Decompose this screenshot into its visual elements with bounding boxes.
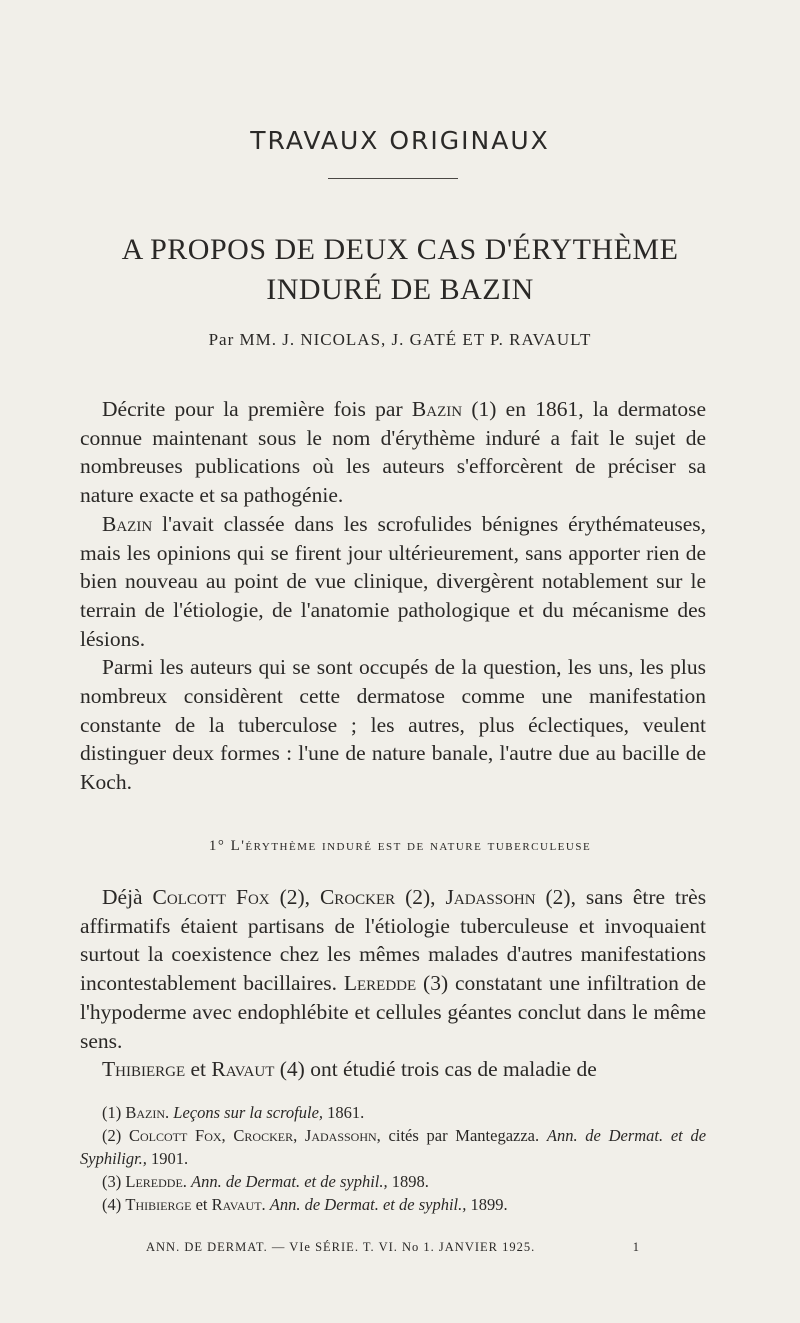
page-footer bbox=[146, 1240, 640, 1255]
p5-author-ravaut: Ravaut bbox=[211, 1057, 275, 1082]
p1-author-bazin: Bazin bbox=[411, 397, 463, 421]
p5-author-thibierge: Thibierge bbox=[102, 1057, 186, 1082]
p4-text-a: Déjà bbox=[102, 885, 143, 909]
p4-author-fox: Colcott Fox bbox=[152, 885, 270, 909]
p5-text-b: (4) ont étudié trois cas de maladie de bbox=[279, 1057, 597, 1082]
footnote-1-author: Bazin. bbox=[125, 1103, 170, 1122]
footnote-4-year: 1899. bbox=[470, 1195, 508, 1214]
paragraph-1 bbox=[80, 395, 706, 510]
p2-author-bazin: Bazin bbox=[102, 511, 153, 536]
byline bbox=[0, 330, 800, 350]
paragraph-3: Parmi les auteurs qui se sont occupés de la question, les uns, les plus nombreux considèrent cette dermatose comme une manifestation constante de la tuberculose ; les autres, plus éclectiques, veulent distinguer deux formes : l'une de nature banale, l'autre due au bacille de Koch. bbox=[80, 655, 706, 795]
footnote-3-author: Leredde. bbox=[125, 1172, 187, 1191]
footnote-1-number: (1) bbox=[102, 1103, 122, 1122]
paragraph-4 bbox=[80, 883, 706, 1055]
footnote-4-work: Ann. de Dermat. et de syphil., bbox=[269, 1195, 467, 1214]
footnote-2-work: Ann. de Dermat. et de Syphiligr., bbox=[80, 1126, 707, 1168]
footnote-1 bbox=[80, 1101, 706, 1124]
footnote-1-year: 1861. bbox=[327, 1103, 365, 1122]
footnote-3-year: 1898. bbox=[391, 1172, 429, 1191]
byline-prefix: Par MM. bbox=[208, 330, 277, 349]
subheading-text: L'érythème induré est de nature tuberculeuse bbox=[230, 838, 592, 854]
intro-text bbox=[80, 395, 706, 797]
paragraph-2 bbox=[80, 510, 706, 654]
p4-author-crocker: Crocker bbox=[319, 885, 396, 909]
p2-text: l'avait classée dans les scrofulides bénignes érythémateuses, mais les opinions qui se firent jour ultérieurement, sans apporter rien de bien nouveau au point de vue clinique, divergèrent notablement sur le terrain de l'étiologie, de l'anatomie pathologique et du mécanisme des lésions. bbox=[80, 511, 707, 651]
p4-author-jadassohn: Jadassohn bbox=[445, 885, 536, 909]
footnote-4 bbox=[80, 1193, 706, 1216]
footnote-2-year: 1901. bbox=[151, 1149, 189, 1168]
p4-text-c: (2), bbox=[405, 885, 436, 909]
footnote-4-number: (4) bbox=[102, 1195, 122, 1214]
p5-text-a: et bbox=[190, 1057, 207, 1082]
byline-authors: J. NICOLAS, J. GATÉ ET P. RAVAULT bbox=[282, 330, 592, 349]
p1-text-a: Décrite pour la première fois par bbox=[102, 397, 403, 421]
footnotes bbox=[80, 1101, 706, 1216]
footnote-4-author: Thibierge bbox=[125, 1195, 192, 1214]
title-line-2: INDURÉ DE BAZIN bbox=[266, 273, 534, 306]
heading-rule bbox=[328, 178, 458, 179]
p1-text-b: (1) en 1861, la dermatose connue maintenant sous le nom d'érythème induré a fait le sujet de nombreuses publications où les auteurs s'efforcèrent de préciser sa nature exacte et sa pathogénie. bbox=[80, 397, 706, 508]
section-heading: TRAVAUX ORIGINAUX bbox=[250, 126, 550, 155]
footnote-3-number: (3) bbox=[102, 1172, 122, 1191]
footnote-2-authors: Colcott Fox, Crocker, Jadassohn, bbox=[128, 1126, 381, 1145]
footnote-4-and: et bbox=[195, 1195, 208, 1214]
subheading bbox=[0, 838, 800, 855]
p4-text-e: (3) constatant une infiltration de l'hypoderme avec endophlébite et cellules géantes conclut dans le même sens. bbox=[80, 971, 707, 1053]
article-title bbox=[0, 230, 800, 310]
footnote-2-number: (2) bbox=[102, 1126, 122, 1145]
footnote-3-work: Ann. de Dermat. et de syphil., bbox=[191, 1172, 388, 1191]
subheading-number: 1° bbox=[208, 838, 226, 854]
journal-reference: ANN. DE DERMAT. — VIe SÉRIE. T. VI. No 1. JANVIER 1925. bbox=[146, 1240, 536, 1254]
p4-text-b: (2), bbox=[279, 885, 311, 909]
footnote-2-cited: cités par Mantegazza. bbox=[388, 1126, 540, 1145]
footnote-2 bbox=[80, 1124, 706, 1170]
title-line-1: A PROPOS DE DEUX CAS D'ÉRYTHÈME bbox=[121, 233, 679, 266]
page-number: 1 bbox=[632, 1240, 640, 1254]
section-1-text bbox=[80, 883, 706, 1084]
paragraph-5 bbox=[80, 1055, 706, 1084]
p4-author-leredde: Leredde bbox=[343, 971, 417, 996]
footnote-3 bbox=[80, 1170, 706, 1193]
p4-text-d: (2), sans être très affirmatifs étaient partisans de l'étiologie tuberculeuse et invoquaient surtout la coexistence chez les mêmes malades d'autres manifestations incontestablement bacillaires. bbox=[80, 885, 707, 996]
footnote-4-author-2: Ravaut. bbox=[211, 1195, 266, 1214]
footnote-1-work: Leçons sur la scrofule, bbox=[173, 1103, 324, 1122]
